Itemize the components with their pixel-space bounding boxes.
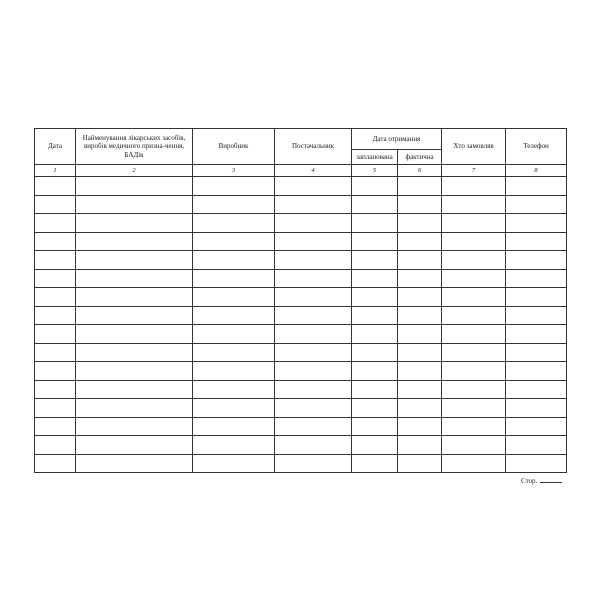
table-cell[interactable] <box>193 399 275 418</box>
table-cell[interactable] <box>275 288 352 307</box>
table-cell[interactable] <box>76 269 193 288</box>
table-cell[interactable] <box>76 306 193 325</box>
table-cell[interactable] <box>35 417 76 436</box>
table-cell[interactable] <box>275 214 352 233</box>
header-planned: запланована <box>352 150 398 165</box>
table-cell[interactable] <box>352 417 398 436</box>
table-cell[interactable] <box>352 306 398 325</box>
header-manufacturer: Виробник <box>193 129 275 165</box>
table-cell[interactable] <box>442 454 506 473</box>
table-cell[interactable] <box>442 417 506 436</box>
page-number-blank[interactable] <box>540 482 562 483</box>
column-number: 8 <box>506 165 567 177</box>
table-cell[interactable] <box>193 380 275 399</box>
table-cell[interactable] <box>506 399 567 418</box>
table-cell[interactable] <box>506 269 567 288</box>
column-number: 1 <box>35 165 76 177</box>
table-cell[interactable] <box>352 380 398 399</box>
page-number-field <box>521 477 562 485</box>
table-cell[interactable] <box>275 362 352 381</box>
column-number: 3 <box>193 165 275 177</box>
table-cell[interactable] <box>193 454 275 473</box>
header-actual: фактична <box>398 150 442 165</box>
table-cell[interactable] <box>76 454 193 473</box>
table-cell[interactable] <box>275 325 352 344</box>
table-cell[interactable] <box>76 343 193 362</box>
table-row <box>35 325 567 344</box>
table-cell[interactable] <box>352 269 398 288</box>
table-cell[interactable] <box>76 362 193 381</box>
column-number: 7 <box>442 165 506 177</box>
table-cell[interactable] <box>506 343 567 362</box>
table-body <box>35 129 567 473</box>
table-cell[interactable] <box>35 436 76 455</box>
table-cell[interactable] <box>275 269 352 288</box>
table-cell[interactable] <box>275 195 352 214</box>
table-cell[interactable] <box>193 436 275 455</box>
table-cell[interactable] <box>442 177 506 196</box>
table-cell[interactable] <box>352 454 398 473</box>
table-cell[interactable] <box>442 306 506 325</box>
table-cell[interactable] <box>76 380 193 399</box>
table-cell[interactable] <box>35 177 76 196</box>
table-cell[interactable] <box>193 214 275 233</box>
table-cell[interactable] <box>35 380 76 399</box>
table-cell[interactable] <box>352 232 398 251</box>
column-number: 4 <box>275 165 352 177</box>
table-cell[interactable] <box>442 343 506 362</box>
table-cell[interactable] <box>442 399 506 418</box>
table-cell[interactable] <box>442 214 506 233</box>
table-cell[interactable] <box>506 214 567 233</box>
table-cell[interactable] <box>275 232 352 251</box>
table-row <box>35 417 567 436</box>
table-cell[interactable] <box>352 343 398 362</box>
table-cell[interactable] <box>275 399 352 418</box>
table-cell[interactable] <box>275 380 352 399</box>
table-cell[interactable] <box>442 436 506 455</box>
table-cell[interactable] <box>398 325 442 344</box>
table-row <box>35 306 567 325</box>
table-cell[interactable] <box>352 177 398 196</box>
table-cell[interactable] <box>442 195 506 214</box>
table-row <box>35 288 567 307</box>
table-cell[interactable] <box>506 436 567 455</box>
table-cell[interactable] <box>193 417 275 436</box>
table-cell[interactable] <box>398 269 442 288</box>
table-cell[interactable] <box>442 251 506 270</box>
table-cell[interactable] <box>506 288 567 307</box>
table-cell[interactable] <box>76 251 193 270</box>
header-row <box>35 129 567 150</box>
table-cell[interactable] <box>398 306 442 325</box>
table-cell[interactable] <box>442 269 506 288</box>
column-number: 6 <box>398 165 442 177</box>
table-cell[interactable] <box>76 436 193 455</box>
table-cell[interactable] <box>76 399 193 418</box>
table-cell[interactable] <box>442 288 506 307</box>
table-row <box>35 399 567 418</box>
table-cell[interactable] <box>398 232 442 251</box>
table-cell[interactable] <box>193 325 275 344</box>
table-cell[interactable] <box>76 214 193 233</box>
table-row <box>35 214 567 233</box>
table-row <box>35 343 567 362</box>
table-cell[interactable] <box>35 195 76 214</box>
table-cell[interactable] <box>506 325 567 344</box>
table-cell[interactable] <box>76 195 193 214</box>
table-row <box>35 177 567 196</box>
table-cell[interactable] <box>398 251 442 270</box>
header-ordered-by: Хто замовляв <box>442 129 506 165</box>
table-cell[interactable] <box>398 380 442 399</box>
page-label: Стор. <box>521 477 538 485</box>
table-cell[interactable] <box>275 417 352 436</box>
table-cell[interactable] <box>398 288 442 307</box>
table-cell[interactable] <box>352 399 398 418</box>
table-cell[interactable] <box>193 195 275 214</box>
table-cell[interactable] <box>398 343 442 362</box>
table-cell[interactable] <box>275 454 352 473</box>
table-cell[interactable] <box>352 195 398 214</box>
table-cell[interactable] <box>275 177 352 196</box>
table-cell[interactable] <box>35 343 76 362</box>
table-row <box>35 232 567 251</box>
header-receipt-date: Дата отримання <box>352 129 442 150</box>
column-number: 2 <box>76 165 193 177</box>
table-row <box>35 269 567 288</box>
table-cell[interactable] <box>193 306 275 325</box>
table-cell[interactable] <box>76 417 193 436</box>
table-cell[interactable] <box>193 232 275 251</box>
table-row <box>35 380 567 399</box>
table-cell[interactable] <box>193 288 275 307</box>
table-row <box>35 362 567 381</box>
table-cell[interactable] <box>275 343 352 362</box>
table-row <box>35 436 567 455</box>
table-cell[interactable] <box>193 269 275 288</box>
table-cell[interactable] <box>193 343 275 362</box>
table-cell[interactable] <box>35 214 76 233</box>
table-cell[interactable] <box>442 362 506 381</box>
table-cell[interactable] <box>193 251 275 270</box>
column-number-row <box>35 165 567 177</box>
table-cell[interactable] <box>506 177 567 196</box>
table-cell[interactable] <box>275 436 352 455</box>
table-cell[interactable] <box>442 380 506 399</box>
table-cell[interactable] <box>398 195 442 214</box>
table-cell[interactable] <box>35 362 76 381</box>
table-cell[interactable] <box>398 177 442 196</box>
header-date: Дата <box>35 129 76 165</box>
table-cell[interactable] <box>442 325 506 344</box>
table-cell[interactable] <box>352 436 398 455</box>
table-cell[interactable] <box>35 288 76 307</box>
order-journal-table <box>34 128 567 473</box>
table-cell[interactable] <box>506 232 567 251</box>
table-cell[interactable] <box>35 251 76 270</box>
table-cell[interactable] <box>35 269 76 288</box>
table-cell[interactable] <box>398 417 442 436</box>
table-cell[interactable] <box>35 399 76 418</box>
table-cell[interactable] <box>506 251 567 270</box>
header-phone: Телефон <box>506 129 567 165</box>
table-cell[interactable] <box>275 251 352 270</box>
column-number: 5 <box>352 165 398 177</box>
table-cell[interactable] <box>506 380 567 399</box>
table-cell[interactable] <box>398 399 442 418</box>
table-cell[interactable] <box>442 232 506 251</box>
table-cell[interactable] <box>193 362 275 381</box>
table-row <box>35 251 567 270</box>
header-product-name: Найменування лікарських засобів, виробів медичного призна-чення, БАДів <box>76 129 193 165</box>
table-cell[interactable] <box>398 436 442 455</box>
table-cell[interactable] <box>193 177 275 196</box>
table-cell[interactable] <box>398 454 442 473</box>
table-cell[interactable] <box>506 417 567 436</box>
table-cell[interactable] <box>35 232 76 251</box>
table-cell[interactable] <box>35 325 76 344</box>
table-cell[interactable] <box>506 195 567 214</box>
table-cell[interactable] <box>76 288 193 307</box>
table-cell[interactable] <box>76 232 193 251</box>
table-cell[interactable] <box>506 306 567 325</box>
table-cell[interactable] <box>35 454 76 473</box>
table-row <box>35 195 567 214</box>
table-cell[interactable] <box>35 306 76 325</box>
table-cell[interactable] <box>506 362 567 381</box>
table-cell[interactable] <box>76 177 193 196</box>
table-cell[interactable] <box>506 454 567 473</box>
table-row <box>35 454 567 473</box>
table-cell[interactable] <box>76 325 193 344</box>
table-cell[interactable] <box>352 251 398 270</box>
table-cell[interactable] <box>352 288 398 307</box>
table-cell[interactable] <box>352 362 398 381</box>
table-cell[interactable] <box>398 214 442 233</box>
table-cell[interactable] <box>352 214 398 233</box>
table-cell[interactable] <box>275 306 352 325</box>
header-supplier: Постачальник <box>275 129 352 165</box>
table-cell[interactable] <box>398 362 442 381</box>
table-cell[interactable] <box>352 325 398 344</box>
